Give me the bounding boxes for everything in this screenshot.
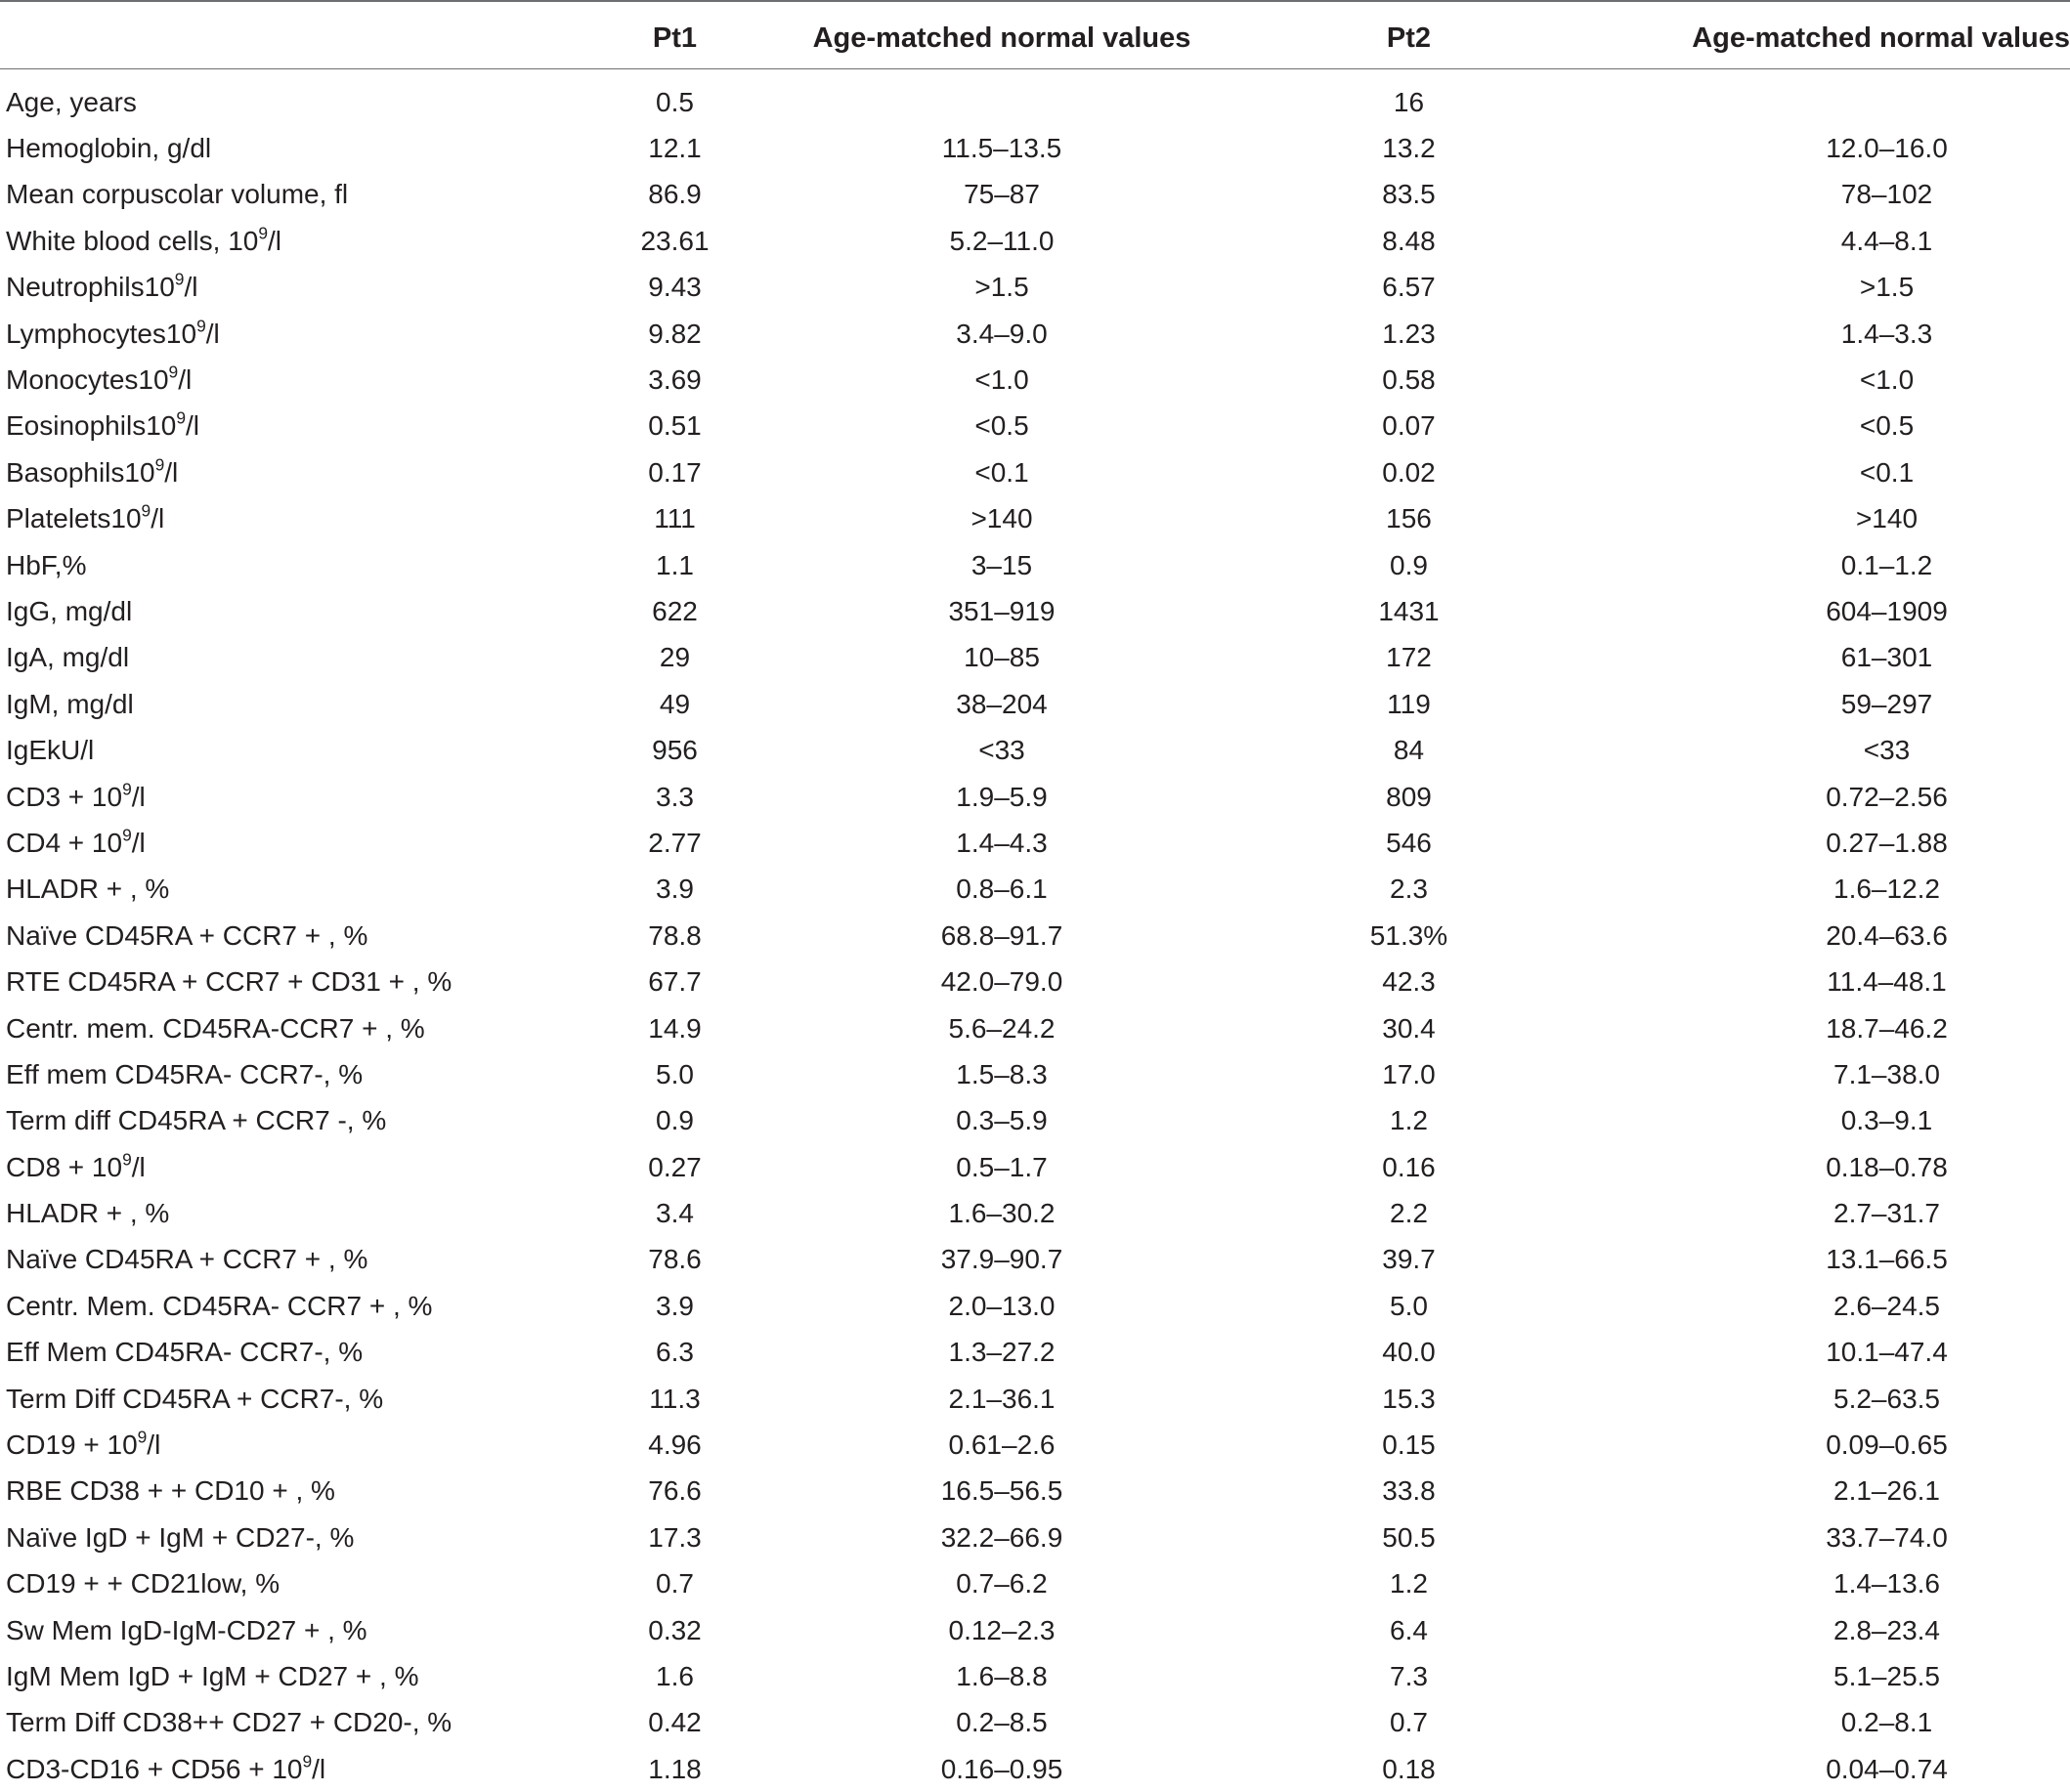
pt2-normal-range: 61–301 [1553,635,2070,681]
pt2-normal-range: >1.5 [1553,265,2070,311]
pt2-value: 6.4 [1265,1607,1553,1653]
pt1-value: 49 [611,681,739,727]
table-row [0,1190,2070,1236]
pt2-normal-range: 4.4–8.1 [1553,218,2070,264]
row-label-unit: /l [178,364,192,395]
header-pt1: Pt1 [611,8,739,69]
row-label [0,1283,611,1329]
pt1-normal-range: 37.9–90.7 [739,1237,1265,1283]
pt1-normal-range: 0.12–2.3 [739,1607,1265,1653]
table-row [0,1144,2070,1190]
table-row [0,588,2070,634]
row-label [0,1237,611,1283]
row-label [0,311,611,357]
pt1-value: 78.8 [611,913,739,959]
row-label [0,1607,611,1653]
pt2-value: 30.4 [1265,1005,1553,1051]
row-label-text: IgA, mg/dl [6,642,129,672]
row-label-text: CD19 + + CD21low, % [6,1568,280,1599]
pt1-normal-range: 0.3–5.9 [739,1098,1265,1144]
pt2-value: 1.2 [1265,1098,1553,1144]
pt1-normal-range: 1.6–8.8 [739,1653,1265,1699]
pt1-normal-range: <0.1 [739,449,1265,495]
row-label [0,404,611,449]
pt1-normal-range: 0.61–2.6 [739,1422,1265,1468]
pt1-normal-range: >1.5 [739,265,1265,311]
pt2-value: 0.58 [1265,357,1553,403]
pt1-normal-range: 10–85 [739,635,1265,681]
pt1-normal-range: 351–919 [739,588,1265,634]
row-label-exponent: 9 [155,455,165,475]
row-label-text: RBE CD38 + + CD10 + , % [6,1475,335,1506]
table-row [0,1561,2070,1607]
row-label-text: RTE CD45RA + CCR7 + CD31 + , % [6,966,452,997]
row-label-text: CD19 + 10 [6,1429,138,1460]
pt2-normal-range: 11.4–48.1 [1553,959,2070,1004]
pt2-normal-range: 0.3–9.1 [1553,1098,2070,1144]
pt1-normal-range: 3–15 [739,542,1265,588]
table-header-row [0,8,2070,69]
pt2-normal-range: 2.1–26.1 [1553,1469,2070,1515]
pt2-value: 119 [1265,681,1553,727]
table-row [0,125,2070,171]
table-row [0,404,2070,449]
pt1-value: 67.7 [611,959,739,1004]
table-row [0,1700,2070,1746]
pt2-value: 0.02 [1265,449,1553,495]
pt1-value: 0.9 [611,1098,739,1144]
row-label-text: White blood cells, 10 [6,226,258,256]
row-label-text: Eosinophils10 [6,410,176,441]
pt2-value: 83.5 [1265,172,1553,218]
pt1-normal-range: 1.5–8.3 [739,1051,1265,1097]
row-label-text: IgG, mg/dl [6,596,132,626]
pt1-value: 78.6 [611,1237,739,1283]
table-row [0,913,2070,959]
pt1-normal-range: 0.8–6.1 [739,867,1265,913]
pt1-value: 3.9 [611,1283,739,1329]
pt2-value: 6.57 [1265,265,1553,311]
row-label [0,1700,611,1746]
header-pt2: Pt2 [1265,8,1553,69]
row-label [0,218,611,264]
table-row [0,1237,2070,1283]
table-row [0,1746,2070,1792]
row-label [0,1051,611,1097]
pt2-normal-range: 1.4–13.6 [1553,1561,2070,1607]
pt1-value: 9.82 [611,311,739,357]
pt1-value: 956 [611,727,739,773]
pt1-value: 622 [611,588,739,634]
row-label [0,727,611,773]
row-label [0,959,611,1004]
row-label [0,1561,611,1607]
row-label-exponent: 9 [176,408,186,428]
row-label [0,1469,611,1515]
pt2-normal-range: <0.5 [1553,404,2070,449]
row-label-exponent: 9 [196,316,206,335]
pt2-value: 172 [1265,635,1553,681]
row-label-text: Monocytes10 [6,364,169,395]
pt1-value: 3.9 [611,867,739,913]
pt1-value: 9.43 [611,265,739,311]
pt2-value: 1.23 [1265,311,1553,357]
row-label-text: CD4 + 10 [6,828,122,858]
pt2-normal-range: 13.1–66.5 [1553,1237,2070,1283]
table-row [0,218,2070,264]
row-label-exponent: 9 [258,224,268,243]
row-label-text: HLADR + , % [6,1198,169,1228]
table-row [0,1051,2070,1097]
row-label [0,357,611,403]
row-label-text: Platelets10 [6,503,142,533]
row-label-unit: /l [312,1754,325,1784]
pt2-value: 17.0 [1265,1051,1553,1097]
pt1-normal-range: 0.2–8.5 [739,1700,1265,1746]
pt2-value: 546 [1265,820,1553,866]
pt1-normal-range: 1.3–27.2 [739,1330,1265,1376]
pt2-value: 0.9 [1265,542,1553,588]
pt2-normal-range: 2.6–24.5 [1553,1283,2070,1329]
pt1-normal-range: 1.6–30.2 [739,1190,1265,1236]
pt1-normal-range: 42.0–79.0 [739,959,1265,1004]
row-label-text: Age, years [6,87,137,117]
row-label [0,681,611,727]
table-row [0,311,2070,357]
pt1-value: 0.32 [611,1607,739,1653]
table-row [0,727,2070,773]
pt1-normal-range: <33 [739,727,1265,773]
row-label [0,172,611,218]
row-label-exponent: 9 [142,501,151,521]
header-pt1-normal-values: Age-matched normal values [739,8,1265,69]
pt2-value: 5.0 [1265,1283,1553,1329]
row-label-text: Mean corpuscolar volume, fl [6,179,348,209]
pt2-value: 2.2 [1265,1190,1553,1236]
pt2-value: 0.7 [1265,1700,1553,1746]
row-label-text: IgM Mem IgD + IgM + CD27 + , % [6,1661,418,1691]
pt2-normal-range: 0.1–1.2 [1553,542,2070,588]
row-label [0,449,611,495]
header-parameter [0,8,611,69]
pt1-value: 23.61 [611,218,739,264]
pt2-normal-range: 10.1–47.4 [1553,1330,2070,1376]
row-label-unit: /l [151,503,164,533]
pt2-normal-range: >140 [1553,496,2070,542]
row-label-text: Naïve CD45RA + CCR7 + , % [6,1244,367,1274]
pt2-normal-range: 12.0–16.0 [1553,125,2070,171]
pt2-normal-range: 20.4–63.6 [1553,913,2070,959]
pt2-normal-range: 2.8–23.4 [1553,1607,2070,1653]
pt1-value: 5.0 [611,1051,739,1097]
row-label-text: CD8 + 10 [6,1152,122,1182]
pt1-normal-range: 0.7–6.2 [739,1561,1265,1607]
pt2-value: 39.7 [1265,1237,1553,1283]
pt2-normal-range: 5.2–63.5 [1553,1376,2070,1422]
pt2-value: 16 [1265,69,1553,126]
row-label [0,265,611,311]
row-label-text: Term diff CD45RA + CCR7 -, % [6,1105,386,1135]
pt1-value: 11.3 [611,1376,739,1422]
row-label-text: IgEkU/l [6,735,94,765]
row-label [0,125,611,171]
pt2-value: 0.16 [1265,1144,1553,1190]
pt1-normal-range: 11.5–13.5 [739,125,1265,171]
row-label [0,867,611,913]
pt1-value: 3.69 [611,357,739,403]
row-label-exponent: 9 [175,270,185,289]
pt1-value: 0.27 [611,1144,739,1190]
row-label [0,542,611,588]
pt2-normal-range: 1.6–12.2 [1553,867,2070,913]
row-label-text: HbF,% [6,550,86,580]
row-label [0,820,611,866]
table-row [0,867,2070,913]
row-label-text: Hemoglobin, g/dl [6,133,211,163]
table-row [0,69,2070,126]
row-label [0,913,611,959]
pt1-value: 12.1 [611,125,739,171]
row-label-text: HLADR + , % [6,874,169,904]
table-row [0,1607,2070,1653]
row-label-text: Term Diff CD45RA + CCR7-, % [6,1384,383,1414]
pt1-value: 29 [611,635,739,681]
pt1-normal-range: 3.4–9.0 [739,311,1265,357]
row-label-exponent: 9 [122,779,132,798]
row-label-unit: /l [147,1429,160,1460]
row-label [0,1515,611,1560]
pt1-value: 6.3 [611,1330,739,1376]
row-label [0,496,611,542]
table-row [0,449,2070,495]
pt1-normal-range: 68.8–91.7 [739,913,1265,959]
pt1-value: 0.51 [611,404,739,449]
table-row [0,1098,2070,1144]
row-label-unit: /l [164,457,178,488]
row-label-unit: /l [132,828,146,858]
pt1-normal-range: 5.2–11.0 [739,218,1265,264]
row-label [0,774,611,820]
pt2-value: 51.3% [1265,913,1553,959]
row-label-text: Neutrophils10 [6,272,175,302]
row-label [0,1098,611,1144]
pt1-value: 0.17 [611,449,739,495]
row-label-unit: /l [132,782,146,812]
table-row [0,681,2070,727]
pt1-normal-range: 2.0–13.0 [739,1283,1265,1329]
row-label-text: Eff mem CD45RA- CCR7-, % [6,1059,363,1089]
table-row [0,496,2070,542]
pt1-value: 0.42 [611,1700,739,1746]
pt2-normal-range: <33 [1553,727,2070,773]
pt2-value: 33.8 [1265,1469,1553,1515]
row-label [0,1653,611,1699]
pt1-normal-range: 16.5–56.5 [739,1469,1265,1515]
pt2-value: 156 [1265,496,1553,542]
pt1-value: 2.77 [611,820,739,866]
pt2-normal-range: 5.1–25.5 [1553,1653,2070,1699]
row-label-text: CD3 + 10 [6,782,122,812]
table-row [0,265,2070,311]
pt1-normal-range [739,69,1265,126]
pt1-value: 86.9 [611,172,739,218]
pt2-normal-range: 78–102 [1553,172,2070,218]
pt1-normal-range: <0.5 [739,404,1265,449]
table-row [0,635,2070,681]
pt2-normal-range: 604–1909 [1553,588,2070,634]
pt2-value: 15.3 [1265,1376,1553,1422]
table-row [0,1283,2070,1329]
pt2-normal-range: 0.04–0.74 [1553,1746,2070,1792]
row-label-exponent: 9 [302,1751,312,1771]
pt2-normal-range: 1.4–3.3 [1553,311,2070,357]
row-label-text: Centr. mem. CD45RA-CCR7 + , % [6,1013,425,1044]
row-label [0,1190,611,1236]
pt1-normal-range: 38–204 [739,681,1265,727]
pt2-normal-range: 2.7–31.7 [1553,1190,2070,1236]
row-label-text: Term Diff CD38++ CD27 + CD20-, % [6,1707,452,1737]
pt1-normal-range: <1.0 [739,357,1265,403]
pt2-normal-range: 0.09–0.65 [1553,1422,2070,1468]
pt2-value: 40.0 [1265,1330,1553,1376]
pt2-normal-range: 7.1–38.0 [1553,1051,2070,1097]
row-label-unit: /l [186,410,199,441]
pt1-value: 4.96 [611,1422,739,1468]
row-label-unit: /l [206,319,220,349]
row-label-text: CD3-CD16 + CD56 + 10 [6,1754,302,1784]
pt2-normal-range: 59–297 [1553,681,2070,727]
table-row [0,1422,2070,1468]
pt1-value: 1.1 [611,542,739,588]
pt1-normal-range: 75–87 [739,172,1265,218]
pt2-value: 8.48 [1265,218,1553,264]
row-label-text: Basophils10 [6,457,155,488]
pt2-normal-range: 18.7–46.2 [1553,1005,2070,1051]
pt2-normal-range: 33.7–74.0 [1553,1515,2070,1560]
table-row [0,1469,2070,1515]
row-label-exponent: 9 [122,826,132,845]
pt1-value: 1.18 [611,1746,739,1792]
pt2-value: 84 [1265,727,1553,773]
pt1-value: 3.3 [611,774,739,820]
table-top-rule [0,1,2070,8]
table-row [0,542,2070,588]
table-row [0,774,2070,820]
table-row [0,1330,2070,1376]
pt1-value: 17.3 [611,1515,739,1560]
pt1-normal-range: 2.1–36.1 [739,1376,1265,1422]
pt2-normal-range: <0.1 [1553,449,2070,495]
pt1-normal-range: 5.6–24.2 [739,1005,1265,1051]
pt2-value: 42.3 [1265,959,1553,1004]
pt2-normal-range: 0.18–0.78 [1553,1144,2070,1190]
row-label [0,1330,611,1376]
pt1-value: 111 [611,496,739,542]
pt1-value: 3.4 [611,1190,739,1236]
pt1-normal-range: 32.2–66.9 [739,1515,1265,1560]
pt2-normal-range [1553,69,2070,126]
pt1-normal-range: 0.16–0.95 [739,1746,1265,1792]
row-label-unit: /l [132,1152,146,1182]
header-pt2-normal-values: Age-matched normal values [1553,8,2070,69]
pt2-value: 1.2 [1265,1561,1553,1607]
row-label-exponent: 9 [122,1149,132,1169]
table-row [0,1653,2070,1699]
pt2-value: 7.3 [1265,1653,1553,1699]
pt1-value: 0.7 [611,1561,739,1607]
pt2-normal-range: <1.0 [1553,357,2070,403]
pt1-normal-range: >140 [739,496,1265,542]
row-label-text: Sw Mem IgD-IgM-CD27 + , % [6,1615,367,1645]
row-label [0,69,611,126]
table-row [0,820,2070,866]
table-row [0,1515,2070,1560]
pt2-normal-range: 0.72–2.56 [1553,774,2070,820]
row-label-unit: /l [268,226,281,256]
pt2-value: 0.18 [1265,1746,1553,1792]
pt2-value: 13.2 [1265,125,1553,171]
row-label-text: Centr. Mem. CD45RA- CCR7 + , % [6,1291,432,1321]
table-row [0,1005,2070,1051]
row-label [0,1746,611,1792]
table-row [0,1376,2070,1422]
row-label [0,588,611,634]
table-row [0,959,2070,1004]
pt2-value: 1431 [1265,588,1553,634]
table-row [0,357,2070,403]
pt1-normal-range: 0.5–1.7 [739,1144,1265,1190]
row-label [0,1422,611,1468]
pt2-normal-range: 0.27–1.88 [1553,820,2070,866]
pt2-value: 50.5 [1265,1515,1553,1560]
row-label [0,1005,611,1051]
row-label-text: Eff Mem CD45RA- CCR7-, % [6,1337,363,1367]
row-label-unit: /l [184,272,197,302]
pt1-value: 76.6 [611,1469,739,1515]
pt1-value: 0.5 [611,69,739,126]
row-label [0,1376,611,1422]
pt2-normal-range: 0.2–8.1 [1553,1700,2070,1746]
table-body [0,69,2070,1792]
pt1-normal-range: 1.9–5.9 [739,774,1265,820]
row-label-exponent: 9 [169,363,179,382]
row-label [0,635,611,681]
row-label-text: Naïve CD45RA + CCR7 + , % [6,920,367,951]
pt2-value: 0.15 [1265,1422,1553,1468]
row-label [0,1144,611,1190]
pt2-value: 809 [1265,774,1553,820]
row-label-exponent: 9 [138,1428,148,1447]
pt1-normal-range: 1.4–4.3 [739,820,1265,866]
row-label-text: Naïve IgD + IgM + CD27-, % [6,1522,354,1553]
pt2-value: 2.3 [1265,867,1553,913]
table-row [0,172,2070,218]
row-label-text: Lymphocytes10 [6,319,196,349]
row-label-text: IgM, mg/dl [6,689,134,719]
pt1-value: 14.9 [611,1005,739,1051]
pt2-value: 0.07 [1265,404,1553,449]
pt1-value: 1.6 [611,1653,739,1699]
